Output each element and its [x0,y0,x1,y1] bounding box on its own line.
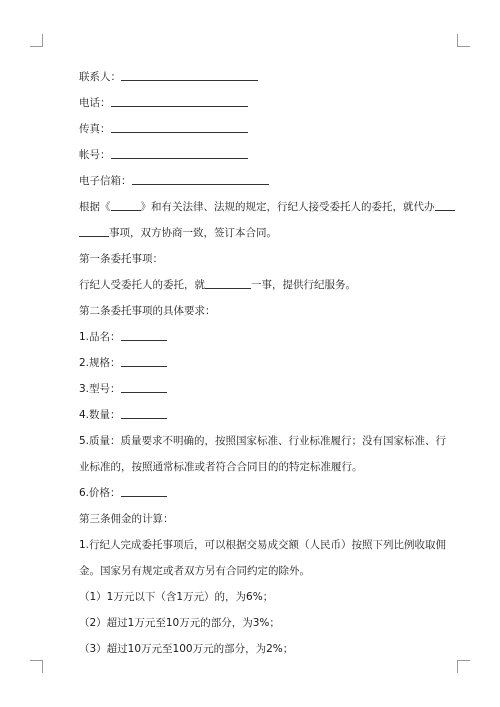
intro-part1: 根据《 [79,201,111,213]
item-spec-line [79,350,445,376]
contact-person-blank[interactable] [121,69,258,81]
item-name-label: 1.品名： [79,331,121,343]
commission-rate-1: （1）1万元以下（含1万元）的，为6%； [79,591,274,603]
account-label: 帐号： [79,149,111,161]
email-label: 电子信箱： [79,175,132,187]
item-model-blank[interactable] [121,381,167,393]
item-quantity-line [79,402,445,428]
contact-person-label: 联系人： [79,71,121,83]
phone-blank[interactable] [111,95,248,107]
item-name-line [79,324,445,350]
article2-title: 第二条委托事项的具体要求： [79,305,216,317]
article3-para-line-1: 1.行纪人完成委托事项后，可以根据交易成交额（人民币）按照下列比例收取佣 [79,539,447,551]
article1-text-a: 行纪人受委托人的委托，就 [79,279,205,291]
corner-mark-top-right [457,34,470,47]
entrusted-matter-blank[interactable] [205,277,251,289]
item-quality-line-2: 业标准的，按照通常标准或者符合合同目的的特定标准履行。 [79,461,363,473]
corner-mark-bottom-right [457,660,470,673]
item-model-label: 3.型号： [79,383,121,395]
contact-person-line [79,64,445,90]
item-spec-blank[interactable] [121,355,167,367]
matter-blank[interactable] [435,199,455,211]
item-name-blank[interactable] [121,329,167,341]
article3-para-line-2: 金。国家另有规定或者双方另有合同约定的除外。 [79,565,310,577]
item-quantity-label: 4.数量： [79,409,121,421]
intro-part2: 》和有关法律、法规的规定，行纪人接受委托人的委托，就代办 [140,201,435,213]
article1-text-b: 一事，提供行纪服务。 [251,279,356,291]
fax-label: 传真： [79,123,111,135]
item-spec-label: 2.规格： [79,357,121,369]
corner-mark-top-left [30,34,43,47]
item-price-blank[interactable] [121,485,167,497]
article1-title: 第一条委托事项： [79,253,163,265]
intro-part3: 事项，双方协商一致，签订本合同。 [109,227,277,239]
article1-text [79,272,445,298]
article3-title: 第三条佣金的计算： [79,513,174,525]
item-model-line [79,376,445,402]
item-price-line [79,480,445,506]
phone-label: 电话： [79,97,111,109]
law-name-blank[interactable] [111,199,141,211]
email-line [79,168,445,194]
item-quality-line-1: 5.质量：质量要求不明确的，按照国家标准、行业标准履行；没有国家标准、行 [79,435,447,447]
commission-rate-3: （3）超过10万元至100万元的部分，为2%； [79,643,294,655]
account-blank[interactable] [111,147,248,159]
document-body [79,64,445,662]
fax-blank[interactable] [111,121,248,133]
intro-line-1 [79,194,445,220]
phone-line [79,90,445,116]
fax-line [79,116,445,142]
email-blank[interactable] [132,173,269,185]
item-quantity-blank[interactable] [121,407,167,419]
item-price-label: 6.价格： [79,487,121,499]
account-line [79,142,445,168]
commission-rate-2: （2）超过1万元至10万元的部分，为3%； [79,617,280,629]
matter-blank-continued[interactable] [79,225,109,237]
corner-mark-bottom-left [30,660,43,673]
intro-line-2 [79,220,445,246]
